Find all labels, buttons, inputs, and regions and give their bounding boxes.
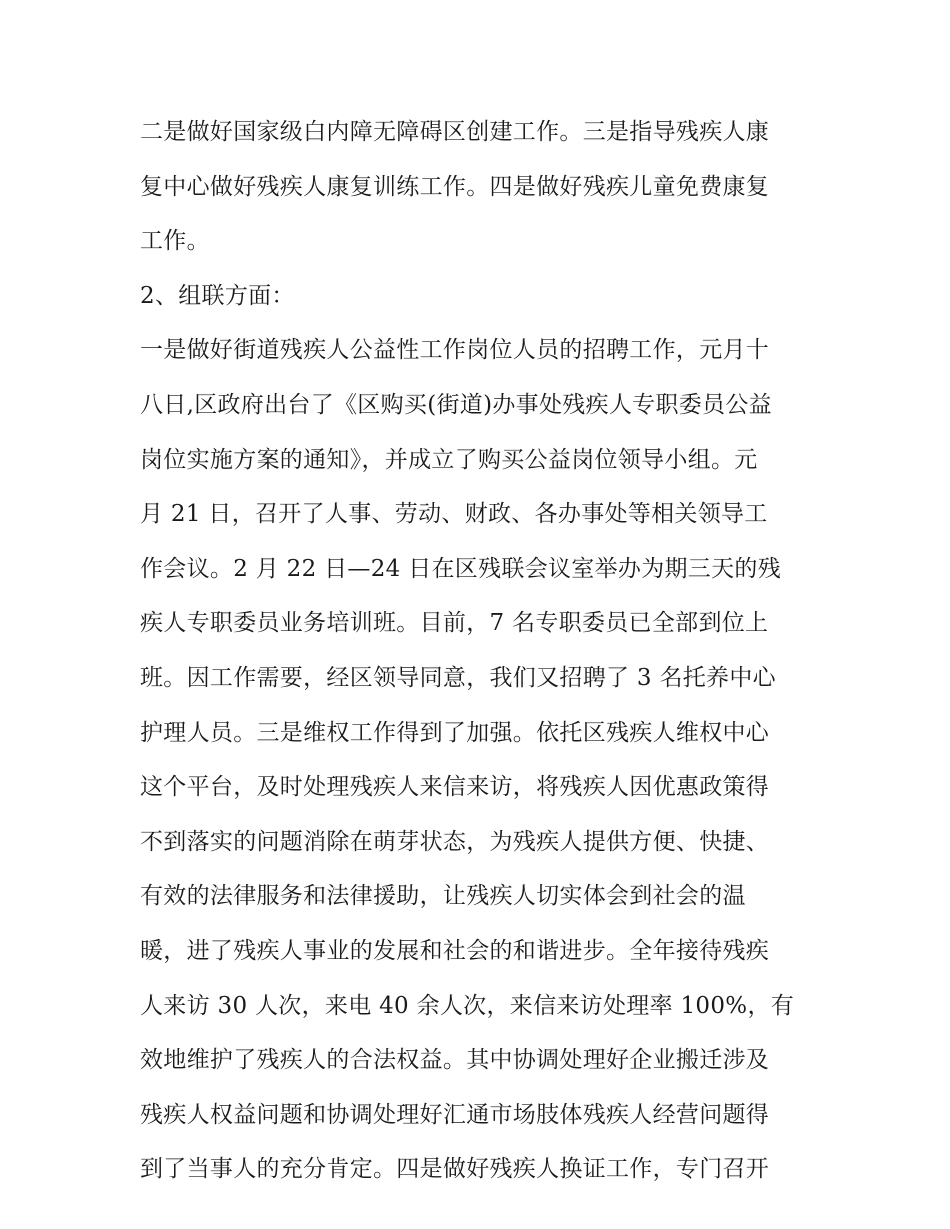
text-line: 疾人专职委员业务培训班。目前，7 名专职委员已全部到位上 bbox=[140, 610, 769, 637]
text-line: 班。因工作需要，经区领导同意，我们又招聘了 3 名托养中心 bbox=[140, 664, 776, 691]
text-line: 作会议。2 月 22 日—24 日在区残联会议室举办为期三天的残 bbox=[140, 555, 782, 582]
text-line: 效地维护了残疾人的合法权益。其中协调处理好企业搬迁涉及 bbox=[140, 1047, 770, 1074]
text-line: 八日,区政府出台了《区购买(街道)办事处残疾人专职委员公益 bbox=[140, 391, 772, 418]
text-line: 工作。 bbox=[140, 228, 210, 255]
text-line: 月 21 日，召开了人事、劳动、财政、各办事处等相关领导工 bbox=[140, 501, 768, 528]
text-line: 一是做好街道残疾人公益性工作岗位人员的招聘工作，元月十 bbox=[140, 337, 770, 364]
text-line: 不到落实的问题消除在萌芽状态，为残疾人提供方便、快捷、 bbox=[140, 828, 770, 855]
body-text bbox=[140, 105, 820, 1197]
section-heading: 2、组联方面： bbox=[140, 282, 295, 309]
text-line: 复中心做好残疾人康复训练工作。四是做好残疾儿童免费康复 bbox=[140, 173, 770, 200]
text-line: 到了当事人的充分肯定。四是做好残疾人换证工作，专门召开 bbox=[140, 1156, 770, 1183]
text-line: 这个平台，及时处理残疾人来信来访，将残疾人因优惠政策得 bbox=[140, 774, 770, 801]
text-line: 人来访 30 人次，来电 40 余人次，来信来访处理率 100%，有 bbox=[140, 992, 795, 1019]
text-line: 护理人员。三是维权工作得到了加强。依托区残疾人维权中心 bbox=[140, 719, 770, 746]
text-line: 有效的法律服务和法律援助，让残疾人切实体会到社会的温 bbox=[140, 883, 746, 910]
text-line: 岗位实施方案的通知》，并成立了购买公益岗位领导小组。元 bbox=[140, 446, 758, 473]
text-line: 残疾人权益问题和协调处理好汇通市场肢体残疾人经营问题得 bbox=[140, 1101, 770, 1128]
text-line: 暖，进了残疾人事业的发展和社会的和谐进步。全年接待残疾 bbox=[140, 937, 770, 964]
text-line: 二是做好国家级白内障无障碍区创建工作。三是指导残疾人康 bbox=[140, 119, 770, 145]
